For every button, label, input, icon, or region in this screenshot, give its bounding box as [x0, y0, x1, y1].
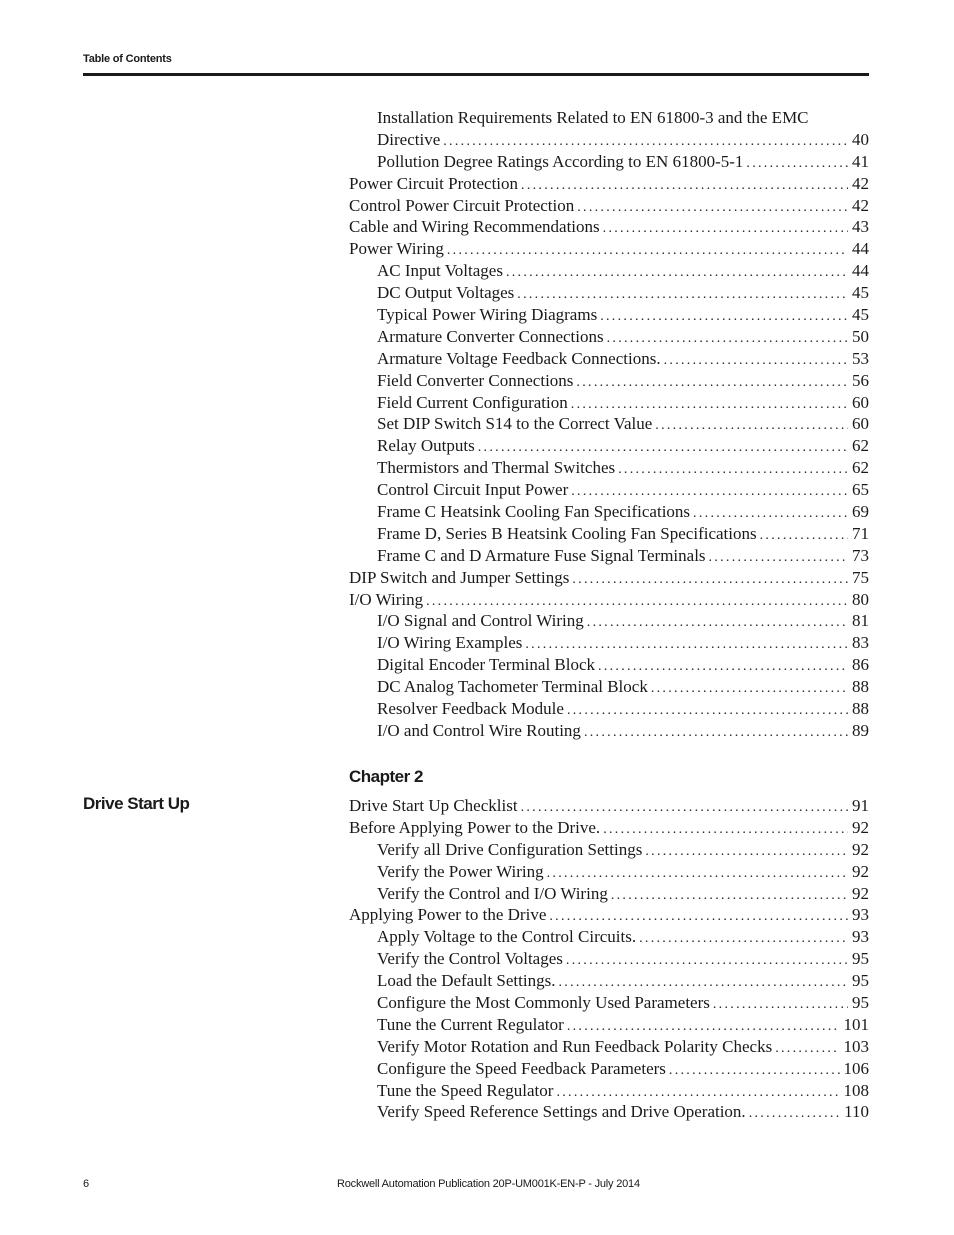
toc-entry-title: Power Wiring: [349, 239, 444, 259]
toc-entry-page: 45: [852, 283, 869, 303]
running-header: Table of Contents: [83, 53, 172, 65]
toc-entry-page: 88: [852, 677, 869, 697]
toc-entry-title: Verify the Power Wiring: [377, 861, 544, 881]
dot-leader: [576, 372, 848, 394]
dot-leader: [549, 906, 848, 928]
dot-leader: [547, 863, 848, 885]
toc-entry-page: 92: [852, 861, 869, 881]
toc-entry[interactable]: [349, 817, 869, 839]
toc-entry-page: 69: [852, 502, 869, 522]
toc-entry[interactable]: [349, 304, 869, 326]
toc-entry-title: DC Output Voltages: [377, 283, 515, 303]
toc-entry[interactable]: [349, 523, 869, 545]
toc-entry-title: Typical Power Wiring Diagrams: [377, 305, 598, 325]
toc-entry-title: Frame C and D Armature Fuse Signal Terminals: [377, 545, 706, 565]
toc-entry-page: 42: [852, 173, 869, 193]
toc-entry-page: 45: [852, 305, 869, 325]
dot-leader: [525, 634, 848, 656]
dot-leader: [618, 459, 848, 481]
toc-entry-page: 86: [852, 655, 869, 675]
dot-leader: [645, 841, 848, 863]
toc-entry[interactable]: [349, 904, 869, 926]
toc-entry-page: 83: [852, 633, 869, 653]
toc-entry-list: [349, 795, 869, 1123]
toc-entry-title: Frame C Heatsink Cooling Fan Specifications: [377, 502, 691, 522]
toc-entry[interactable]: [349, 216, 869, 238]
toc-entry-title: Verify all Drive Configuration Settings: [377, 839, 643, 859]
toc-entry-list: [349, 129, 869, 742]
toc-entry-title: Control Circuit Input Power: [377, 480, 569, 500]
toc-entry[interactable]: [349, 107, 869, 129]
toc-entry-title: Configure the Most Commonly Used Parameters: [377, 993, 710, 1013]
toc-entry[interactable]: [349, 676, 869, 698]
toc-entry[interactable]: [349, 970, 869, 992]
toc-entry-page: 80: [852, 589, 869, 609]
dot-leader: [521, 797, 848, 819]
toc-entry-page: 92: [852, 839, 869, 859]
dot-leader: [746, 153, 848, 175]
toc-entry-page: 56: [852, 370, 869, 390]
toc-entry-page: 60: [852, 414, 869, 434]
toc-entry-page: 42: [852, 195, 869, 215]
toc-entry-title: Cable and Wiring Recommendations: [349, 217, 600, 237]
toc-entry-title: Set DIP Switch S14 to the Correct Value: [377, 414, 653, 434]
dot-leader: [607, 328, 848, 350]
dot-leader: [566, 950, 848, 972]
toc-entry-title: Verify the Control and I/O Wiring: [377, 883, 608, 903]
toc-entry-page: 44: [852, 239, 869, 259]
toc-entry-title: Field Current Configuration: [377, 392, 568, 412]
toc-entry-page: 89: [852, 720, 869, 740]
toc-section-1: [349, 107, 869, 742]
toc-entry-page: 108: [843, 1080, 869, 1100]
toc-entry-title: I/O and Control Wire Routing: [377, 720, 581, 740]
toc-entry-title: AC Input Voltages: [377, 261, 503, 281]
dot-leader: [709, 547, 848, 569]
toc-entry[interactable]: [349, 632, 869, 654]
toc-entry-title: Before Applying Power to the Drive.: [349, 817, 601, 837]
toc-entry[interactable]: [349, 392, 869, 414]
toc-entry-page: 71: [852, 523, 869, 543]
toc-entry[interactable]: [349, 698, 869, 720]
toc-entry-title: I/O Wiring Examples: [377, 633, 523, 653]
toc-entry-title: Pollution Degree Ratings According to EN 61800-5-1: [377, 151, 744, 171]
toc-entry-title: Relay Outputs: [377, 436, 475, 456]
toc-entry[interactable]: [349, 435, 869, 457]
toc-entry[interactable]: [349, 260, 869, 282]
dot-leader: [669, 1060, 840, 1082]
dot-leader: [571, 481, 848, 503]
dot-leader: [426, 591, 848, 613]
toc-entry[interactable]: [349, 545, 869, 567]
toc-entry-title: Verify Motor Rotation and Run Feedback Polarity Checks: [377, 1036, 773, 1056]
toc-entry-page: 65: [852, 480, 869, 500]
dot-leader: [713, 994, 848, 1016]
toc-entry-page: 62: [852, 458, 869, 478]
toc-entry-title: Armature Voltage Feedback Connections.: [377, 348, 661, 368]
toc-entry[interactable]: [349, 720, 869, 742]
toc-entry-page: 93: [852, 927, 869, 947]
toc-entry-page: 41: [852, 151, 869, 171]
dot-leader: [521, 175, 848, 197]
toc-entry-title: DIP Switch and Jumper Settings: [349, 567, 570, 587]
toc-entry[interactable]: [349, 195, 869, 217]
toc-entry-title: Tune the Speed Regulator: [377, 1080, 554, 1100]
toc-entry-title: Load the Default Settings.: [377, 971, 556, 991]
toc-entry-page: 110: [844, 1102, 869, 1122]
toc-entry[interactable]: [349, 151, 869, 173]
dot-leader: [447, 240, 848, 262]
dot-leader: [567, 1016, 840, 1038]
toc-entry-page: 53: [852, 348, 869, 368]
dot-leader: [584, 722, 848, 744]
toc-entry-title: Control Power Circuit Protection: [349, 195, 575, 215]
toc-entry[interactable]: [349, 1080, 869, 1102]
toc-entry[interactable]: [349, 326, 869, 348]
dot-leader: [567, 700, 848, 722]
toc-entry-page: 75: [852, 567, 869, 587]
toc-entry[interactable]: [349, 883, 869, 905]
dot-leader: [760, 525, 848, 547]
toc-entry-title: Verify the Control Voltages: [377, 949, 563, 969]
toc-entry[interactable]: [349, 1101, 869, 1123]
dot-leader: [556, 1082, 839, 1104]
toc-entry[interactable]: [349, 926, 869, 948]
toc-entry-title: DC Analog Tachometer Terminal Block: [377, 677, 648, 697]
toc-entry[interactable]: [349, 1014, 869, 1036]
toc-entry[interactable]: [349, 129, 869, 151]
toc-entry-page: 81: [852, 611, 869, 631]
toc-entry-page: 93: [852, 905, 869, 925]
toc-entry[interactable]: [349, 457, 869, 479]
header-rule: [83, 73, 869, 76]
toc-entry-page: 92: [852, 817, 869, 837]
toc-entry[interactable]: [349, 413, 869, 435]
dot-leader: [506, 262, 848, 284]
toc-entry-page: 50: [852, 326, 869, 346]
dot-leader: [587, 612, 848, 634]
toc-entry[interactable]: [349, 839, 869, 861]
toc-entry[interactable]: [349, 370, 869, 392]
toc-entry-page: 44: [852, 261, 869, 281]
toc-entry[interactable]: [349, 589, 869, 611]
dot-leader: [749, 1103, 840, 1125]
dot-leader: [651, 678, 848, 700]
page-number: 6: [83, 1178, 90, 1190]
toc-entry-page: 43: [852, 217, 869, 237]
publication-info: Rockwell Automation Publication 20P-UM001K-EN-P - July 2014: [337, 1178, 640, 1190]
dot-leader: [600, 306, 848, 328]
toc-entry-title: Power Circuit Protection: [349, 173, 519, 193]
toc-entry-page: 92: [852, 883, 869, 903]
toc-entry-title: Applying Power to the Drive: [349, 905, 547, 925]
toc-entry-title: Configure the Speed Feedback Parameters: [377, 1058, 666, 1078]
toc-entry-page: 95: [852, 971, 869, 991]
toc-entry-page: 88: [852, 699, 869, 719]
chapter-label: Chapter 2: [349, 767, 423, 786]
toc-entry[interactable]: [349, 479, 869, 501]
dot-leader: [603, 819, 848, 841]
toc-entry-page: 106: [843, 1058, 869, 1078]
dot-leader: [478, 437, 848, 459]
dot-leader: [664, 350, 848, 372]
toc-entry[interactable]: [349, 992, 869, 1014]
toc-entry-title: Directive: [377, 129, 441, 149]
dot-leader: [611, 885, 848, 907]
dot-leader: [443, 131, 848, 153]
dot-leader: [517, 284, 848, 306]
toc-entry[interactable]: [349, 948, 869, 970]
toc-entry-title: Apply Voltage to the Control Circuits.: [377, 927, 637, 947]
toc-entry-title: Installation Requirements Related to EN 61800-3 and the EMC: [377, 108, 809, 127]
toc-entry[interactable]: [349, 501, 869, 523]
toc-entry-title: I/O Wiring: [349, 589, 424, 609]
toc-entry-page: 73: [852, 545, 869, 565]
toc-entry-page: 40: [852, 129, 869, 149]
toc-entry-title: Resolver Feedback Module: [377, 699, 564, 719]
dot-leader: [655, 415, 848, 437]
toc-entry[interactable]: [349, 282, 869, 304]
toc-entry[interactable]: [349, 567, 869, 589]
toc-entry-page: 62: [852, 436, 869, 456]
toc-entry[interactable]: [349, 238, 869, 260]
toc-entry-title: Frame D, Series B Heatsink Cooling Fan Specifications: [377, 523, 757, 543]
toc-entry-page: 91: [852, 796, 869, 815]
toc-entry[interactable]: [349, 610, 869, 632]
dot-leader: [598, 656, 848, 678]
toc-entry[interactable]: [349, 654, 869, 676]
toc-entry-title: Tune the Current Regulator: [377, 1014, 564, 1034]
toc-entry-page: 101: [843, 1014, 869, 1034]
toc-entry-title: Armature Converter Connections: [377, 326, 604, 346]
toc-entry[interactable]: [349, 173, 869, 195]
dot-leader: [693, 503, 848, 525]
toc-section-2: [349, 795, 869, 1123]
chapter-title: Drive Start Up: [83, 794, 190, 813]
dot-leader: [639, 928, 848, 950]
dot-leader: [775, 1038, 839, 1060]
toc-entry-page: 103: [843, 1036, 869, 1056]
toc-entry-title: Thermistors and Thermal Switches: [377, 458, 616, 478]
dot-leader: [572, 569, 848, 591]
toc-entry[interactable]: [349, 795, 869, 817]
toc-entry[interactable]: [349, 861, 869, 883]
toc-entry[interactable]: [349, 1058, 869, 1080]
dot-leader: [577, 197, 848, 219]
toc-entry-title: Field Converter Connections: [377, 370, 574, 390]
toc-entry-page: 60: [852, 392, 869, 412]
toc-entry-title: I/O Signal and Control Wiring: [377, 611, 584, 631]
dot-leader: [558, 972, 848, 994]
toc-entry-page: 95: [852, 949, 869, 969]
toc-entry-title: Verify Speed Reference Settings and Drive Operation.: [377, 1102, 746, 1122]
toc-entry[interactable]: [349, 348, 869, 370]
toc-entry[interactable]: [349, 1036, 869, 1058]
toc-entry-title: Drive Start Up Checklist: [349, 796, 518, 815]
toc-entry-page: 95: [852, 993, 869, 1013]
dot-leader: [571, 394, 848, 416]
dot-leader: [603, 218, 848, 240]
toc-entry-title: Digital Encoder Terminal Block: [377, 655, 596, 675]
